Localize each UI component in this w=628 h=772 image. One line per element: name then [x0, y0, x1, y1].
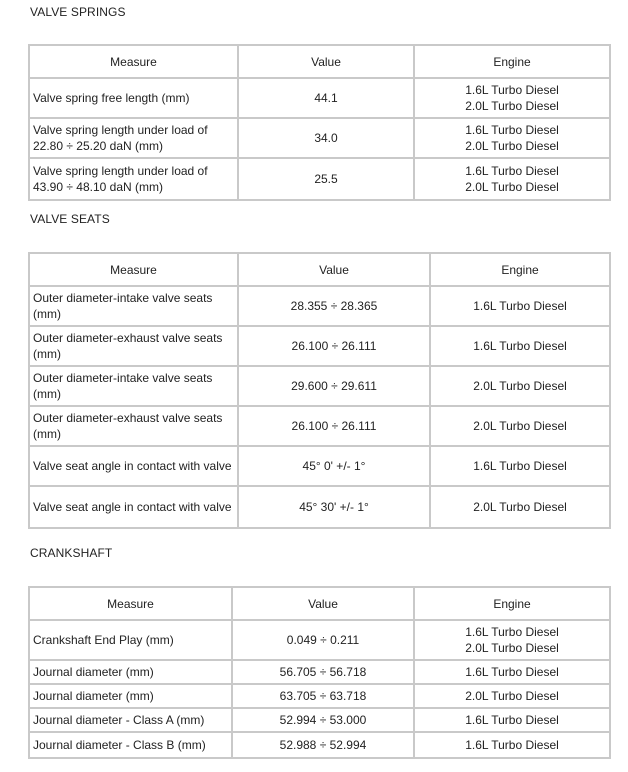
- table-row: [30, 661, 609, 685]
- engine-name: 2.0L Turbo Diesel: [473, 419, 567, 433]
- engine-cell: [431, 367, 609, 407]
- valve-seats-table: [28, 252, 611, 529]
- engine-name: 2.0L Turbo Diesel: [465, 641, 559, 655]
- measure-cell: Journal diameter - Class A (mm): [30, 709, 233, 733]
- engine-name: 1.6L Turbo Diesel: [465, 625, 559, 639]
- value-cell: 26.100 ÷ 26.111: [239, 327, 431, 367]
- engine-name: 1.6L Turbo Diesel: [473, 299, 567, 313]
- measure-cell: Valve spring length under load of 43.90 ÷ 48.10 daN (mm): [30, 159, 239, 199]
- engine-name: 1.6L Turbo Diesel: [465, 123, 559, 137]
- engine-cell: [431, 327, 609, 367]
- table-row: [30, 119, 609, 159]
- engine-name: 1.6L Turbo Diesel: [465, 665, 559, 679]
- engine-name: 1.6L Turbo Diesel: [465, 738, 559, 752]
- crankshaft-table: [28, 586, 611, 759]
- value-cell: 26.100 ÷ 26.111: [239, 407, 431, 447]
- header-measure: Measure: [30, 588, 233, 621]
- engine-name: 2.0L Turbo Diesel: [465, 99, 559, 113]
- header-engine: Engine: [431, 254, 609, 287]
- measure-cell: Outer diameter-exhaust valve seats (mm): [30, 327, 239, 367]
- header-value: Value: [239, 46, 415, 79]
- table-header-row: [30, 588, 609, 621]
- table-row: [30, 733, 609, 757]
- engine-cell: [431, 287, 609, 327]
- value-cell: 28.355 ÷ 28.365: [239, 287, 431, 327]
- measure-cell: Valve seat angle in contact with valve: [30, 447, 239, 487]
- engine-name: 2.0L Turbo Diesel: [473, 500, 567, 514]
- engine-name: 1.6L Turbo Diesel: [473, 339, 567, 353]
- header-engine: Engine: [415, 46, 609, 79]
- value-cell: 0.049 ÷ 0.211: [233, 621, 415, 661]
- engine-name: 2.0L Turbo Diesel: [473, 379, 567, 393]
- table-row: [30, 709, 609, 733]
- table-row: [30, 685, 609, 709]
- engine-cell: [415, 685, 609, 709]
- engine-name: 1.6L Turbo Diesel: [465, 164, 559, 178]
- measure-cell: Journal diameter (mm): [30, 661, 233, 685]
- engine-cell: [431, 407, 609, 447]
- measure-cell: Valve spring length under load of 22.80 ÷ 25.20 daN (mm): [30, 119, 239, 159]
- engine-cell: [415, 733, 609, 757]
- engine-name: 2.0L Turbo Diesel: [465, 139, 559, 153]
- table-row: [30, 79, 609, 119]
- measure-cell: Valve seat angle in contact with valve: [30, 487, 239, 527]
- header-value: Value: [239, 254, 431, 287]
- section-title-valve-seats: VALVE SEATS: [30, 212, 110, 226]
- value-cell: 63.705 ÷ 63.718: [233, 685, 415, 709]
- value-cell: 52.994 ÷ 53.000: [233, 709, 415, 733]
- measure-cell: Outer diameter-intake valve seats (mm): [30, 367, 239, 407]
- table-row: [30, 159, 609, 199]
- engine-cell: [415, 159, 609, 199]
- header-engine: Engine: [415, 588, 609, 621]
- value-cell: 34.0: [239, 119, 415, 159]
- header-measure: Measure: [30, 254, 239, 287]
- section-title-valve-springs: VALVE SPRINGS: [30, 5, 126, 19]
- engine-name: 1.6L Turbo Diesel: [465, 713, 559, 727]
- measure-cell: Valve spring free length (mm): [30, 79, 239, 119]
- valve-springs-table: [28, 44, 611, 201]
- measure-cell: Outer diameter-intake valve seats (mm): [30, 287, 239, 327]
- value-cell: 52.988 ÷ 52.994: [233, 733, 415, 757]
- engine-name: 1.6L Turbo Diesel: [473, 459, 567, 473]
- engine-cell: [431, 447, 609, 487]
- engine-cell: [415, 709, 609, 733]
- value-cell: 44.1: [239, 79, 415, 119]
- table-row: [30, 287, 609, 327]
- measure-cell: Journal diameter - Class B (mm): [30, 733, 233, 757]
- measure-cell: Outer diameter-exhaust valve seats (mm): [30, 407, 239, 447]
- engine-cell: [415, 661, 609, 685]
- value-cell: 45° 0' +/- 1°: [239, 447, 431, 487]
- table-header-row: [30, 254, 609, 287]
- engine-name: 1.6L Turbo Diesel: [465, 83, 559, 97]
- engine-cell: [415, 79, 609, 119]
- header-measure: Measure: [30, 46, 239, 79]
- table-header-row: [30, 46, 609, 79]
- engine-cell: [415, 621, 609, 661]
- measure-cell: Journal diameter (mm): [30, 685, 233, 709]
- header-value: Value: [233, 588, 415, 621]
- engine-cell: [431, 487, 609, 527]
- engine-cell: [415, 119, 609, 159]
- value-cell: 25.5: [239, 159, 415, 199]
- value-cell: 45° 30' +/- 1°: [239, 487, 431, 527]
- table-row: [30, 327, 609, 367]
- value-cell: 56.705 ÷ 56.718: [233, 661, 415, 685]
- section-title-crankshaft: CRANKSHAFT: [30, 546, 113, 560]
- table-row: [30, 487, 609, 527]
- table-row: [30, 407, 609, 447]
- table-row: [30, 621, 609, 661]
- engine-name: 2.0L Turbo Diesel: [465, 689, 559, 703]
- value-cell: 29.600 ÷ 29.611: [239, 367, 431, 407]
- measure-cell: Crankshaft End Play (mm): [30, 621, 233, 661]
- engine-name: 2.0L Turbo Diesel: [465, 180, 559, 194]
- table-row: [30, 367, 609, 407]
- table-row: [30, 447, 609, 487]
